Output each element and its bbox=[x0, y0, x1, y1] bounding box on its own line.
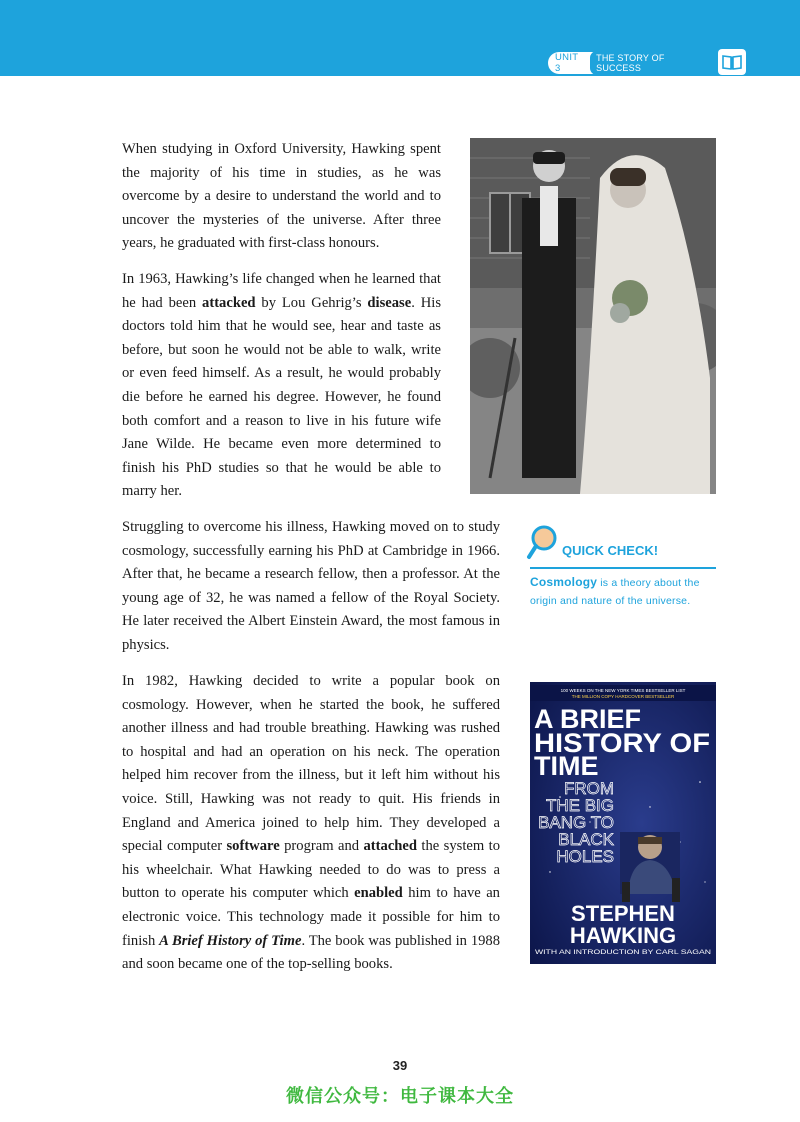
text-run: the system to his wheelchair. What Hawking needed to do was to press a button to operate his computer which bbox=[122, 838, 500, 902]
cover-author-last: HAWKING bbox=[569, 923, 677, 948]
text-run: In 1963, Hawking’s life changed when he learned that he had been bbox=[122, 271, 441, 311]
quick-check-title: QUICK CHECK! bbox=[562, 543, 659, 558]
page-number: 39 bbox=[392, 1058, 408, 1073]
vocab-disease: disease bbox=[367, 294, 412, 311]
quick-check-divider bbox=[530, 567, 716, 569]
watermark-text: 微信公众号：电子课本大全 bbox=[286, 1086, 514, 1107]
text-run: In 1982, Hawking decided to write a popular book on cosmology. However, when he started the book, he suffered another illness and had trouble breathing. Hawking was rushed to hospital and had an operation on his neck. The operation helped him recover from the illness, but it left him without his voice. Still, Hawking was not ready to quit. His friends in England and America joined to help him. They developed a special computer bbox=[122, 673, 500, 855]
cover-title-3: TIME bbox=[534, 751, 599, 781]
paragraph-1982 bbox=[122, 670, 500, 977]
unit-title: THE STORY OF SUCCESS bbox=[590, 51, 716, 75]
cover-title-1: A BRIEF bbox=[534, 704, 641, 734]
cover-title-2: HISTORY OF bbox=[534, 728, 710, 758]
cover-sub-5: HOLES bbox=[556, 847, 614, 866]
cover-author-first: STEPHEN bbox=[571, 901, 675, 926]
cover-banner-2: THE MILLION COPY HARDCOVER BESTSELLER bbox=[571, 694, 675, 699]
cover-portrait bbox=[620, 832, 680, 902]
paragraph-1963 bbox=[122, 268, 441, 504]
book-icon bbox=[718, 49, 746, 75]
cover-intro: WITH AN INTRODUCTION BY CARL SAGAN bbox=[535, 949, 712, 956]
cover-banner-1: 100 WEEKS ON THE NEW YORK TIMES BESTSELLER LIST bbox=[560, 688, 686, 693]
vocab-enabled: enabled bbox=[354, 885, 403, 902]
text-run: . The book was published in 1988 and soon became one of the top-selling books. bbox=[122, 932, 501, 973]
text-run: by Lou Gehrig’s bbox=[255, 294, 368, 311]
paragraph-oxford: When studying in Oxford University, Hawking spent the majority of his time in studies, as he was overcome by a desire to understand the world and to uncover the mysteries of the universe. After three years, he graduated with first-class honours. bbox=[122, 141, 441, 252]
vocab-software: software bbox=[226, 838, 280, 855]
book-cover bbox=[530, 682, 716, 964]
unit-label: UNIT 3 bbox=[555, 52, 579, 74]
text-run: . His doctors told him that he would see, hear and taste as before, but soon he would not be able to walk, write or even feed himself. As a result, he would probably die before he earned his degree. However, he found both comfort and a reason to live in his future wife Jane Wilde. He became even more determined to finish his PhD studies so that he would be able to marry her. bbox=[122, 294, 441, 500]
text-run: program and bbox=[279, 838, 364, 855]
unit-badge bbox=[548, 52, 716, 74]
book-title-italic: A Brief History of Time bbox=[159, 932, 302, 949]
quick-check-definition bbox=[530, 573, 718, 610]
text-run: is a theory about the origin and nature of the universe. bbox=[530, 577, 700, 607]
text-run: him to have an electronic voice. This technology made it possible for him to finish bbox=[122, 885, 500, 949]
paragraph-cosmology: Struggling to overcome his illness, Hawking moved on to study cosmology, successfully earning his PhD at Cambridge in 1966. After that, he became a research fellow, then a professor. At the young age of 32, he was named a fellow of the Royal Society. He later received the Albert Einstein Award, the most famous in physics. bbox=[122, 519, 500, 653]
cover-sub-4: BLACK bbox=[558, 830, 614, 849]
vocab-attached: attached bbox=[363, 838, 418, 855]
cover-sub-3: BANG TO bbox=[538, 813, 614, 832]
vocab-attacked: attacked bbox=[202, 294, 256, 311]
wedding-photo bbox=[470, 138, 716, 494]
cover-sub-1: FROM bbox=[563, 779, 614, 798]
quick-check-term: Cosmology bbox=[530, 575, 598, 589]
magnifier-icon bbox=[526, 524, 560, 560]
cover-sub-2: THE BIG bbox=[545, 796, 614, 815]
